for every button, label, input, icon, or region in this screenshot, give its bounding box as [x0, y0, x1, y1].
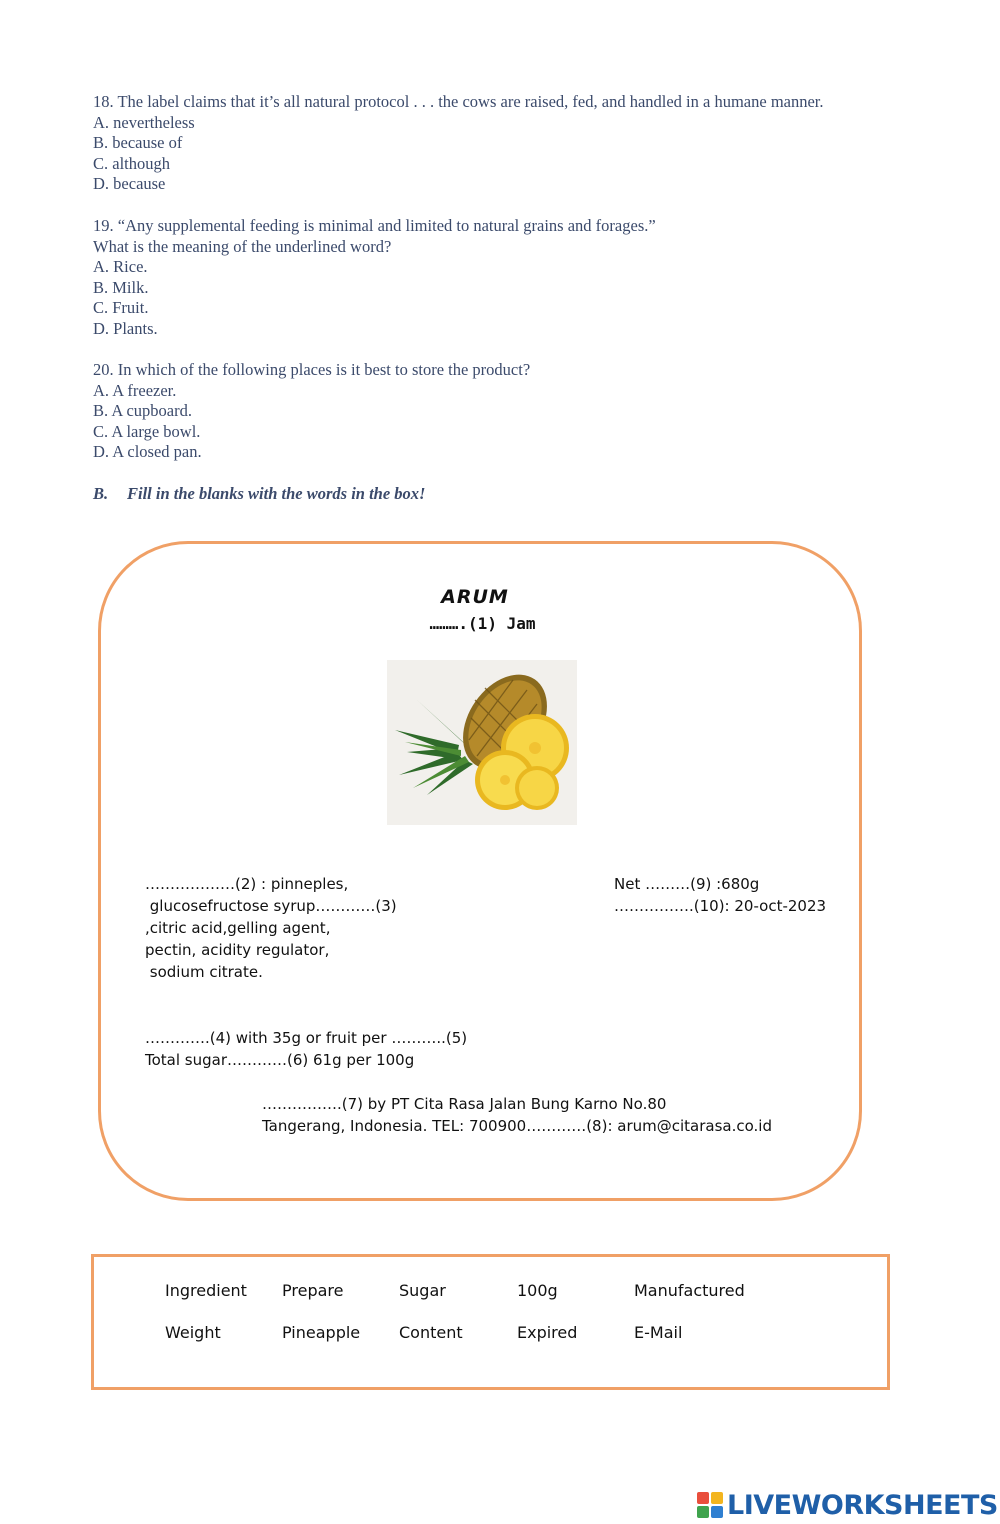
- section-b-heading: [93, 484, 425, 504]
- word-option: Content: [399, 1323, 463, 1342]
- nutrition-block: [145, 1027, 467, 1071]
- option-a: A. A freezer.: [93, 380, 177, 400]
- manufacturer-line: …………….(7) by PT Cita Rasa Jalan Bung Karno No.80: [262, 1095, 667, 1113]
- liveworksheets-logo[interactable]: [697, 1488, 998, 1522]
- word-option: Sugar: [399, 1281, 446, 1300]
- product-name: ……….(1) Jam: [429, 614, 536, 633]
- option-c: C. Fruit.: [93, 298, 149, 318]
- liveworksheets-logo-icon: [697, 1492, 723, 1518]
- section-instruction: Fill in the blanks with the words in the box!: [127, 484, 426, 503]
- word-option: E-Mail: [634, 1323, 683, 1342]
- pineapple-image: [387, 660, 577, 825]
- question-18: [93, 92, 824, 195]
- option-d: D. Plants.: [93, 318, 158, 338]
- section-letter: B.: [93, 484, 109, 503]
- question-prompt: What is the meaning of the underlined word?: [93, 236, 392, 256]
- ingredients-line: ,citric acid,gelling agent,: [145, 919, 331, 937]
- word-option: 100g: [517, 1281, 558, 1300]
- option-d: D. because: [93, 174, 166, 194]
- word-option: Weight: [165, 1323, 221, 1342]
- option-a: A. nevertheless: [93, 112, 195, 132]
- option-b: B. because of: [93, 133, 183, 153]
- ingredients-line: pectin, acidity regulator,: [145, 941, 330, 959]
- nutrition-line: Total sugar…………(6) 61g per 100g: [145, 1051, 415, 1069]
- expiry-line: …………….(10): 20-oct-2023: [614, 897, 827, 915]
- option-c: C. A large bowl.: [93, 421, 201, 441]
- ingredients-line: glucosefructose syrup…………(3): [145, 897, 397, 915]
- word-option: Pineapple: [282, 1323, 361, 1342]
- ingredients-line: ………………(2) : pinneples,: [145, 875, 349, 893]
- brand-name: ARUM: [441, 586, 509, 608]
- net-weight-line: Net ………(9) :680g: [614, 875, 760, 893]
- question-stem: 19. “Any supplemental feeding is minimal and limited to natural grains and forages.”: [93, 216, 656, 235]
- option-b: B. A cupboard.: [93, 401, 192, 421]
- word-option: Expired: [517, 1323, 578, 1342]
- option-a: A. Rice.: [93, 257, 148, 277]
- ingredients-line: sodium citrate.: [145, 963, 263, 981]
- word-option: Ingredient: [165, 1281, 247, 1300]
- manufacturer-line: Tangerang, Indonesia. TEL: 700900…………(8): arum@citarasa.co.id: [262, 1117, 772, 1135]
- option-d: D. A closed pan.: [93, 442, 202, 462]
- option-c: C. although: [93, 153, 170, 173]
- manufacturer-block: [262, 1093, 772, 1137]
- word-option: Manufactured: [634, 1281, 745, 1300]
- question-20: [93, 360, 530, 463]
- question-stem: 18. The label claims that it’s all natural protocol . . . the cows are raised, fed, and handled in a humane manner.: [93, 92, 824, 111]
- nutrition-line: ………….(4) with 35g or fruit per ………..(5): [145, 1029, 468, 1047]
- question-stem: 20. In which of the following places is it best to store the product?: [93, 360, 531, 379]
- logo-text: LIVEWORKSHEETS: [727, 1489, 998, 1521]
- word-box: [91, 1254, 890, 1390]
- ingredients-block: [145, 873, 397, 983]
- question-19: [93, 216, 656, 340]
- option-b: B. Milk.: [93, 277, 149, 297]
- net-weight-block: [614, 873, 826, 917]
- word-option: Prepare: [282, 1281, 344, 1300]
